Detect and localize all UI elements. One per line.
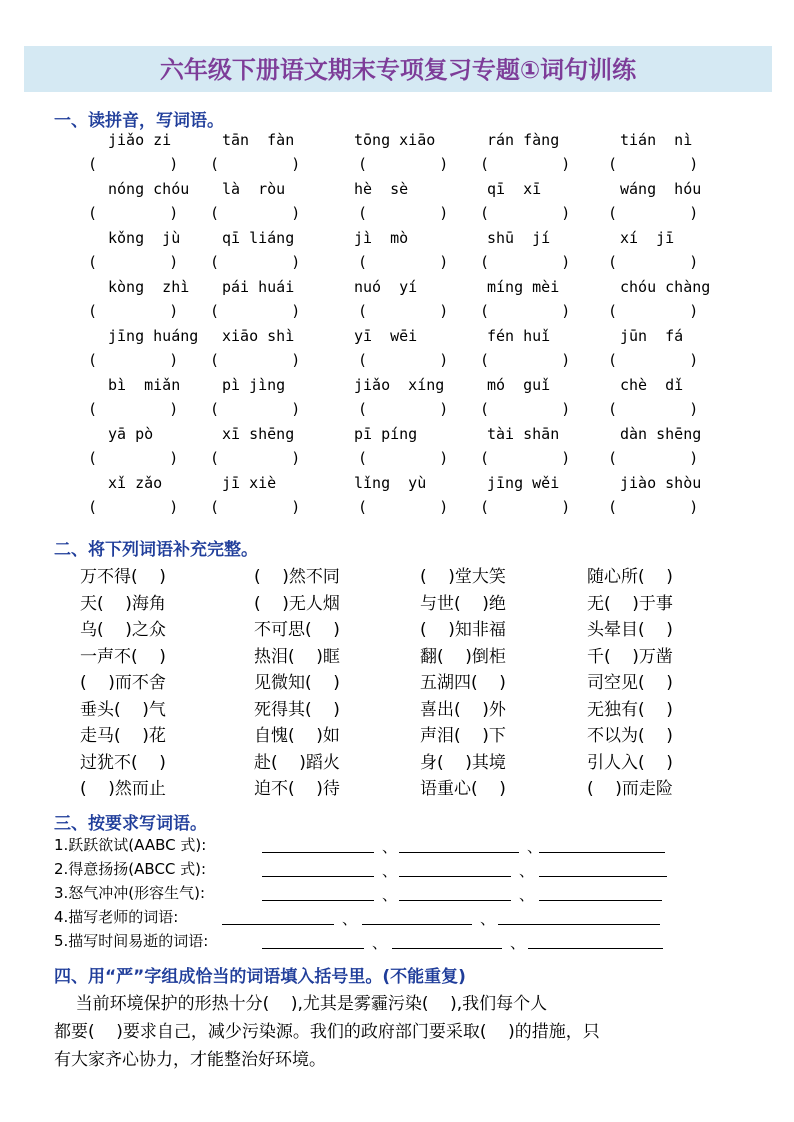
answer-bracket: ( ) (480, 204, 571, 222)
pinyin-item: mó guǐ (487, 376, 551, 394)
answer-line[interactable] (262, 852, 374, 853)
idiom-item: ( )然不同 (254, 567, 340, 587)
pinyin-item: xǐ zǎo (108, 474, 163, 492)
answer-bracket: ( ) (88, 498, 179, 516)
pinyin-item: tài shān (487, 425, 560, 443)
separator: 、 (372, 934, 388, 952)
pinyin-item: nóng chóu (108, 180, 190, 198)
pinyin-item: yā pò (108, 425, 154, 443)
idiom-item: 赴( )蹈火 (254, 752, 340, 773)
answer-line[interactable] (528, 948, 663, 949)
pinyin-item: là ròu (222, 180, 286, 198)
requirement-label: 5.描写时间易逝的词语: (54, 932, 209, 950)
idiom-item: 垂头( )气 (80, 699, 166, 720)
answer-bracket: ( ) (210, 155, 301, 173)
answer-bracket: ( ) (480, 155, 571, 173)
title-banner (24, 46, 772, 92)
pinyin-item: chè dǐ (620, 376, 684, 394)
answer-bracket: ( ) (210, 204, 301, 222)
section3-heading: 三、按要求写词语。 (54, 814, 207, 834)
paragraph-line: 都要( )要求自己，减少污染源。我们的政府部门要采取( )的措施，只 (54, 1022, 600, 1042)
idiom-item: 引人入( ) (587, 752, 673, 773)
answer-bracket: ( ) (358, 400, 449, 418)
answer-line[interactable] (498, 924, 660, 925)
idiom-item: 千( )万凿 (587, 646, 673, 667)
answer-bracket: ( ) (210, 498, 301, 516)
idiom-item: 乌( )之众 (80, 620, 166, 640)
answer-bracket: ( ) (608, 400, 699, 418)
pinyin-item: míng mèi (487, 278, 560, 296)
idiom-item: 一声不( ) (80, 646, 166, 667)
answer-bracket: ( ) (210, 351, 301, 369)
pinyin-item: shū jí (487, 229, 551, 247)
idiom-item: ( )而走险 (587, 779, 673, 799)
pinyin-item: jīng huáng (108, 327, 199, 345)
pinyin-item: pì jìng (222, 376, 286, 394)
idiom-item: 无独有( ) (587, 699, 673, 720)
idiom-item: ( )而不舍 (80, 673, 166, 693)
idiom-item: 万不得( ) (80, 567, 166, 587)
idiom-item: 与世( )绝 (420, 593, 506, 614)
answer-line[interactable] (539, 876, 667, 877)
section2-heading: 二、将下列词语补充完整。 (54, 540, 258, 560)
paragraph-line: 有大家齐心协力，才能整治好环境。 (54, 1050, 326, 1070)
section1-heading: 一、读拼音，写词语。 (54, 111, 224, 131)
answer-line[interactable] (539, 852, 665, 853)
requirement-label: 1.跃跃欲试(AABC 式): (54, 836, 207, 854)
idiom-item: 身( )其境 (420, 752, 506, 773)
pinyin-item: pī píng (354, 425, 418, 443)
separator: 、 (480, 910, 496, 928)
pinyin-item: jì mò (354, 229, 409, 247)
answer-bracket: ( ) (88, 449, 179, 467)
answer-bracket: ( ) (608, 155, 699, 173)
pinyin-item: nuó yí (354, 278, 418, 296)
answer-line[interactable] (399, 876, 511, 877)
answer-line[interactable] (392, 948, 502, 949)
answer-bracket: ( ) (88, 400, 179, 418)
answer-bracket: ( ) (480, 351, 571, 369)
answer-bracket: ( ) (358, 498, 449, 516)
requirement-label: 2.得意扬扬(ABCC 式): (54, 860, 207, 878)
pinyin-item: jiào shòu (620, 474, 702, 492)
idiom-item: 不可思( ) (254, 620, 340, 640)
idiom-item: 喜出( )外 (420, 699, 506, 720)
answer-bracket: ( ) (480, 253, 571, 271)
pinyin-item: tián nì (620, 131, 693, 149)
pinyin-item: jī xiè (222, 474, 277, 492)
pinyin-item: xí jī (620, 229, 675, 247)
idiom-item: 不以为( ) (587, 726, 673, 746)
pinyin-item: pái huái (222, 278, 295, 296)
answer-bracket: ( ) (480, 449, 571, 467)
answer-bracket: ( ) (88, 204, 179, 222)
answer-bracket: ( ) (358, 449, 449, 467)
pinyin-item: wáng hóu (620, 180, 702, 198)
pinyin-item: dàn shēng (620, 425, 702, 443)
answer-bracket: ( ) (608, 449, 699, 467)
pinyin-item: bì miǎn (108, 376, 181, 394)
idiom-item: 热泪( )眶 (254, 646, 340, 667)
idiom-item: 司空见( ) (587, 673, 673, 693)
pinyin-item: jiǎo xíng (354, 376, 445, 394)
idiom-item: 翻( )倒柜 (420, 646, 506, 667)
pinyin-item: xī shēng (222, 425, 295, 443)
pinyin-item: jīng wěi (487, 474, 560, 492)
answer-bracket: ( ) (210, 449, 301, 467)
answer-bracket: ( ) (608, 253, 699, 271)
separator: 、 (342, 910, 358, 928)
answer-line[interactable] (399, 900, 511, 901)
answer-bracket: ( ) (358, 204, 449, 222)
answer-bracket: ( ) (88, 302, 179, 320)
pinyin-item: lǐng yù (354, 474, 427, 492)
idiom-item: 自愧( )如 (254, 726, 340, 746)
pinyin-item: qī liáng (222, 229, 295, 247)
answer-bracket: ( ) (608, 351, 699, 369)
requirement-label: 4.描写老师的词语: (54, 908, 179, 926)
answer-line[interactable] (399, 852, 519, 853)
answer-bracket: ( ) (358, 351, 449, 369)
answer-bracket: ( ) (480, 302, 571, 320)
pinyin-item: chóu chàng (620, 278, 711, 296)
answer-bracket: ( ) (88, 155, 179, 173)
answer-line[interactable] (262, 900, 374, 901)
answer-bracket: ( ) (480, 498, 571, 516)
page-title: 六年级下册语文期末专项复习专题①词句训练 (159, 56, 637, 84)
separator: 、 (382, 862, 398, 880)
answer-bracket: ( ) (88, 253, 179, 271)
idiom-item: 走马( )花 (80, 726, 166, 746)
answer-bracket: ( ) (608, 204, 699, 222)
pinyin-item: qī xī (487, 180, 542, 198)
idiom-item: 声泪( )下 (420, 726, 506, 746)
answer-bracket: ( ) (210, 302, 301, 320)
separator: 、 (519, 862, 535, 880)
answer-line[interactable] (262, 948, 364, 949)
answer-line[interactable] (539, 900, 662, 901)
idiom-item: ( )知非福 (420, 620, 506, 640)
answer-bracket: ( ) (358, 302, 449, 320)
section4-heading: 四、用“严”字组成恰当的词语填入括号里。(不能重复) (54, 967, 466, 987)
idiom-item: 迫不( )待 (254, 779, 340, 799)
pinyin-item: yī wēi (354, 327, 418, 345)
idiom-item: 五湖四( ) (420, 673, 506, 693)
idiom-item: ( )然而止 (80, 779, 166, 799)
idiom-item: 随心所( ) (587, 567, 673, 587)
pinyin-item: xiāo shì (222, 327, 295, 345)
separator: 、 (382, 886, 398, 904)
idiom-item: 过犹不( ) (80, 752, 166, 773)
paragraph-line: 当前环境保护的形热十分( ),尤其是雾霾污染( ),我们每个人 (54, 994, 548, 1014)
answer-bracket: ( ) (608, 302, 699, 320)
idiom-item: 语重心( ) (420, 779, 506, 799)
answer-bracket: ( ) (480, 400, 571, 418)
separator: 、 (527, 838, 543, 856)
requirement-label: 3.怒气冲冲(形容生气): (54, 884, 206, 902)
answer-bracket: ( ) (210, 400, 301, 418)
idiom-item: 头晕目( ) (587, 620, 673, 640)
pinyin-item: fén huǐ (487, 327, 551, 345)
idiom-item: 死得其( ) (254, 699, 340, 720)
pinyin-item: tān fàn (222, 131, 295, 149)
pinyin-item: tōng xiāo (354, 131, 436, 149)
idiom-item: 天( )海角 (80, 593, 166, 614)
pinyin-item: jiǎo zi (108, 131, 172, 149)
answer-bracket: ( ) (358, 253, 449, 271)
answer-line[interactable] (362, 924, 472, 925)
answer-bracket: ( ) (88, 351, 179, 369)
answer-bracket: ( ) (210, 253, 301, 271)
pinyin-item: kǒng jù (108, 229, 181, 247)
pinyin-item: kòng zhì (108, 278, 190, 296)
answer-line[interactable] (222, 924, 334, 925)
idiom-item: 见微知( ) (254, 673, 340, 693)
separator: 、 (382, 838, 398, 856)
idiom-item: ( )无人烟 (254, 593, 340, 614)
answer-line[interactable] (262, 876, 374, 877)
pinyin-item: jūn fá (620, 327, 684, 345)
separator: 、 (519, 886, 535, 904)
separator: 、 (510, 934, 526, 952)
pinyin-item: rán fàng (487, 131, 560, 149)
idiom-item: 无( )于事 (587, 593, 673, 614)
pinyin-item: hè sè (354, 180, 409, 198)
idiom-item: ( )堂大笑 (420, 567, 506, 587)
answer-bracket: ( ) (358, 155, 449, 173)
answer-bracket: ( ) (608, 498, 699, 516)
